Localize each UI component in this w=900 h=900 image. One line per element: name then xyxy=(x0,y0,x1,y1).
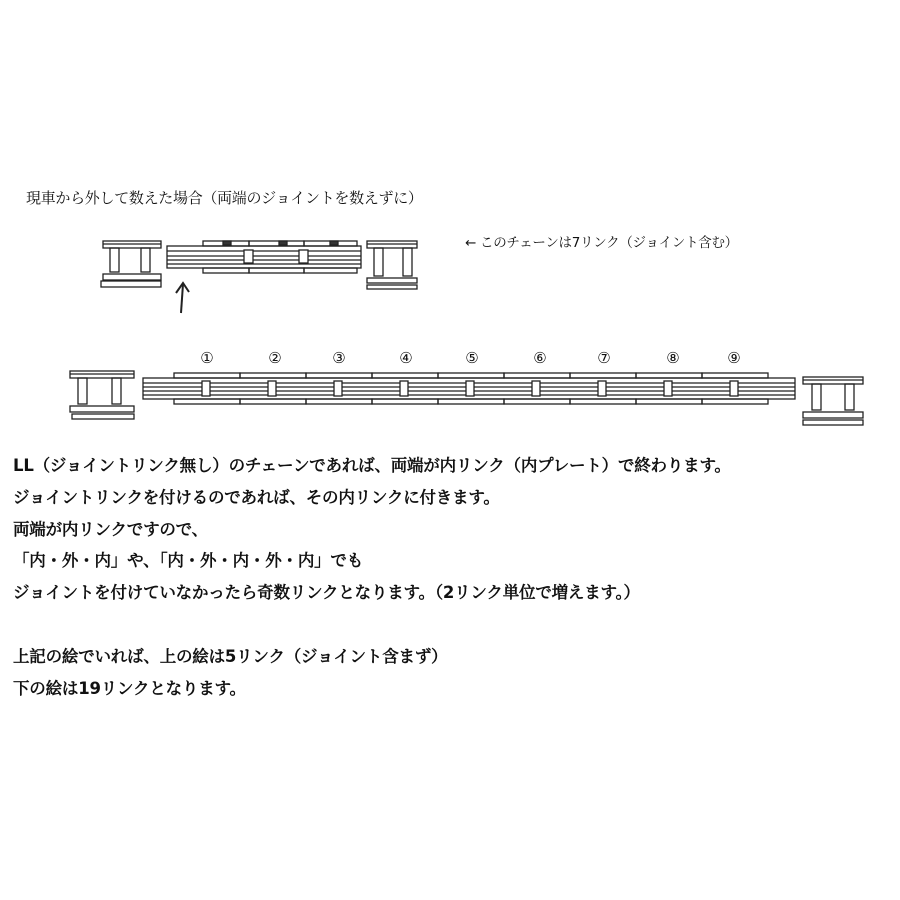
paragraph-line-4: 「内・外・内」や、「内・外・内・外・内」でも xyxy=(13,551,364,570)
chain-diagram xyxy=(0,0,900,440)
link-number-5: ⑤ xyxy=(465,349,479,367)
paragraph-line-3: 両端が内リンクですので、 xyxy=(13,520,208,539)
paragraph-line-2: ジョイントリンクを付けるのであれば、その内リンクに付きます。 xyxy=(13,488,500,507)
link-number-4: ④ xyxy=(399,349,413,367)
bottom-left-joint-link xyxy=(70,371,134,419)
link-number-3: ③ xyxy=(332,349,346,367)
up-arrow-icon xyxy=(176,283,189,313)
link-number-1: ① xyxy=(200,349,214,367)
top-chain-note: ← このチェーンは7リンク（ジョイント含む） xyxy=(465,235,738,251)
bottom-chain-body xyxy=(143,373,795,404)
bottom-right-joint-link xyxy=(803,377,863,425)
link-number-9: ⑨ xyxy=(727,349,741,367)
top-right-joint-link xyxy=(367,241,417,289)
paragraph-line-1: LL（ジョイントリンク無し）のチェーンであれば、両端が内リンク（内プレート）で終わります。 xyxy=(13,456,731,475)
link-number-6: ⑥ xyxy=(533,349,547,367)
paragraph-line-5: ジョイントを付けていなかったら奇数リンクとなります。（2リンク単位で増えます。） xyxy=(13,583,640,602)
paragraph-line-7: 下の絵は19リンクとなります。 xyxy=(13,679,246,698)
link-number-7: ⑦ xyxy=(597,349,611,367)
top-caption: 現車から外して数えた場合（両端のジョイントを数えずに） xyxy=(26,189,423,207)
link-number-2: ② xyxy=(268,349,282,367)
top-left-joint-link xyxy=(101,241,161,287)
paragraph-line-6: 上記の絵でいれば、上の絵は5リンク（ジョイント含まず） xyxy=(13,647,448,666)
link-number-8: ⑧ xyxy=(666,349,680,367)
top-chain-body xyxy=(167,241,361,273)
